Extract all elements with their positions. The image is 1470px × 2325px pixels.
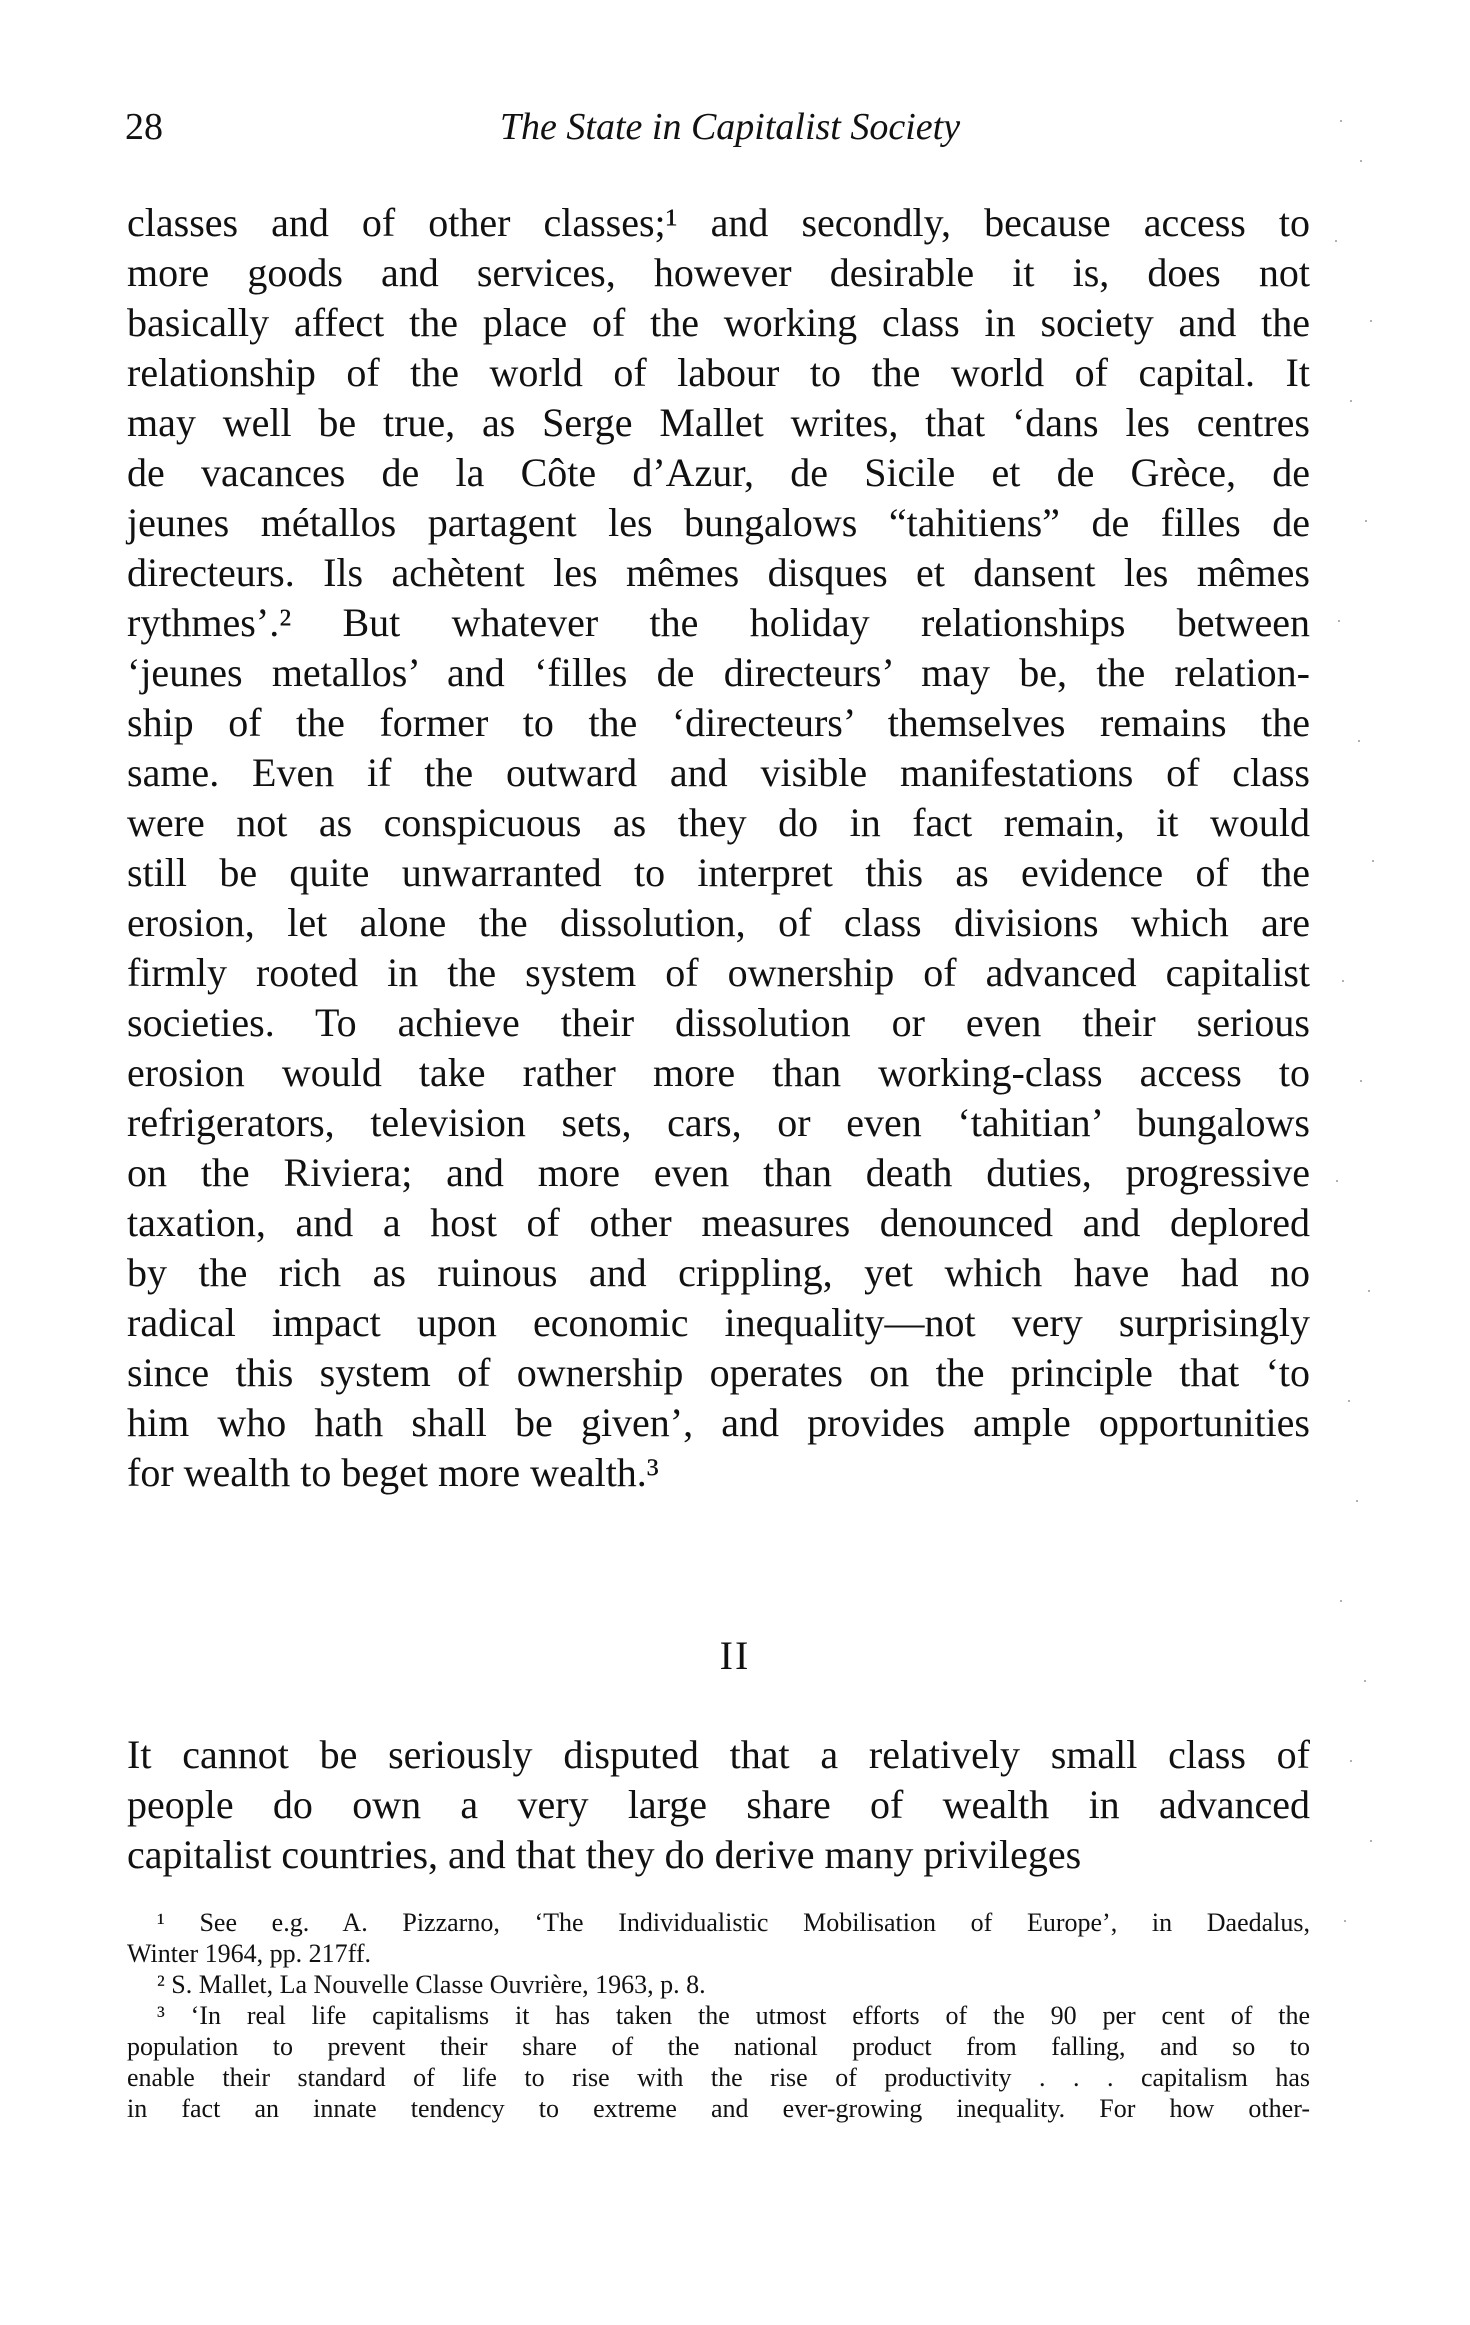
text-line: de vacances de la Côte d’Azur, de Sicile et de Grèce, de <box>127 450 1310 495</box>
text-line: more goods and services, however desirable it is, does not <box>127 250 1310 295</box>
text-line: people do own a very large share of wealth in advanced <box>127 1782 1310 1827</box>
text-line: him who hath shall be given’, and provides ample opportunities <box>127 1400 1310 1445</box>
page-header <box>125 105 1335 165</box>
scan-speck <box>1364 1680 1366 1682</box>
text-line: since this system of ownership operates on the principle that ‘to <box>127 1350 1310 1395</box>
scan-speck <box>1340 120 1342 122</box>
text-line: rythmes’.² But whatever the holiday relationships between <box>127 600 1310 645</box>
scan-speck <box>1342 980 1344 982</box>
text-line: jeunes métallos partagent les bungalows “tahitiens” de filles de <box>127 500 1310 545</box>
scan-speck <box>1358 740 1360 742</box>
section-two-paragraph <box>127 1730 1310 1880</box>
scan-speck <box>1335 240 1337 242</box>
scan-speck <box>1360 1080 1362 1082</box>
text-line: were not as conspicuous as they do in fact remain, it would <box>127 800 1310 845</box>
footnotes <box>127 1907 1310 2124</box>
footnote-line: enable their standard of life to rise with the rise of productivity . . . capitalism has <box>127 2063 1310 2092</box>
scan-speck <box>1336 1180 1338 1182</box>
text-line: for wealth to beget more wealth.³ <box>127 1450 659 1495</box>
text-line: It cannot be seriously disputed that a relatively small class of <box>127 1732 1310 1777</box>
text-line: classes and of other classes;¹ and secondly, because access to <box>127 200 1310 245</box>
running-title: The State in Capitalist Society <box>499 106 961 148</box>
text-line: relationship of the world of labour to the world of capital. It <box>127 350 1310 395</box>
text-line: on the Riviera; and more even than death duties, progressive <box>127 1150 1310 1195</box>
scan-speck <box>1348 1400 1350 1402</box>
page-number: 28 <box>125 106 163 148</box>
text-line: erosion would take rather more than working-class access to <box>127 1050 1310 1095</box>
footnote-line: Winter 1964, pp. 217ff. <box>127 1939 371 1968</box>
text-line: refrigerators, television sets, cars, or even ‘tahitian’ bungalows <box>127 1100 1310 1145</box>
text-line: same. Even if the outward and visible manifestations of class <box>127 750 1310 795</box>
text-line: radical impact upon economic inequality—not very surprisingly <box>127 1300 1310 1345</box>
scan-speck <box>1338 620 1340 622</box>
scan-speck <box>1340 1600 1342 1602</box>
scan-speck <box>1372 860 1374 862</box>
text-line: directeurs. Ils achètent les mêmes disques et dansent les mêmes <box>127 550 1310 595</box>
text-line: taxation, and a host of other measures denounced and deplored <box>127 1200 1310 1245</box>
text-line: erosion, let alone the dissolution, of class divisions which are <box>127 900 1310 945</box>
text-line: firmly rooted in the system of ownership of advanced capitalist <box>127 950 1310 995</box>
scan-speck <box>1344 1920 1346 1922</box>
text-line: ‘jeunes metallos’ and ‘filles de directeurs’ may be, the relation- <box>127 650 1310 695</box>
text-line: still be quite unwarranted to interpret this as evidence of the <box>127 850 1310 895</box>
footnote-line: ¹ See e.g. A. Pizzarno, ‘The Individualistic Mobilisation of Europe’, in Daedalus, <box>157 1908 1310 1937</box>
footnote-line: population to prevent their share of the national product from falling, and so to <box>127 2032 1310 2061</box>
scan-speck <box>1370 320 1372 322</box>
scan-speck <box>1356 1500 1358 1502</box>
scan-speck <box>1350 1760 1352 1762</box>
scan-speck <box>1368 1290 1370 1292</box>
footnote-line: in fact an innate tendency to extreme and ever-growing inequality. For how other- <box>127 2094 1310 2123</box>
scan-speck <box>1350 400 1352 402</box>
text-line: by the rich as ruinous and crippling, yet which have had no <box>127 1250 1310 1295</box>
scan-speck <box>1370 1840 1372 1842</box>
scan-speck <box>1360 160 1362 162</box>
text-line: societies. To achieve their dissolution or even their serious <box>127 1000 1310 1045</box>
scan-speck <box>1365 520 1367 522</box>
text-line: capitalist countries, and that they do derive many privileges <box>127 1832 1082 1877</box>
body-paragraph <box>127 198 1310 1498</box>
footnote-line: ² S. Mallet, La Nouvelle Classe Ouvrière, 1963, p. 8. <box>157 1970 706 1999</box>
text-line: basically affect the place of the working class in society and the <box>127 300 1310 345</box>
text-line: may well be true, as Serge Mallet writes, that ‘dans les centres <box>127 400 1310 445</box>
footnote-line: ³ ‘In real life capitalisms it has taken the utmost efforts of the 90 per cent of the <box>157 2001 1310 2030</box>
text-line: ship of the former to the ‘directeurs’ themselves remains the <box>127 700 1310 745</box>
section-heading: II <box>719 1633 751 1678</box>
scan-margin-specks <box>1330 100 1380 2000</box>
